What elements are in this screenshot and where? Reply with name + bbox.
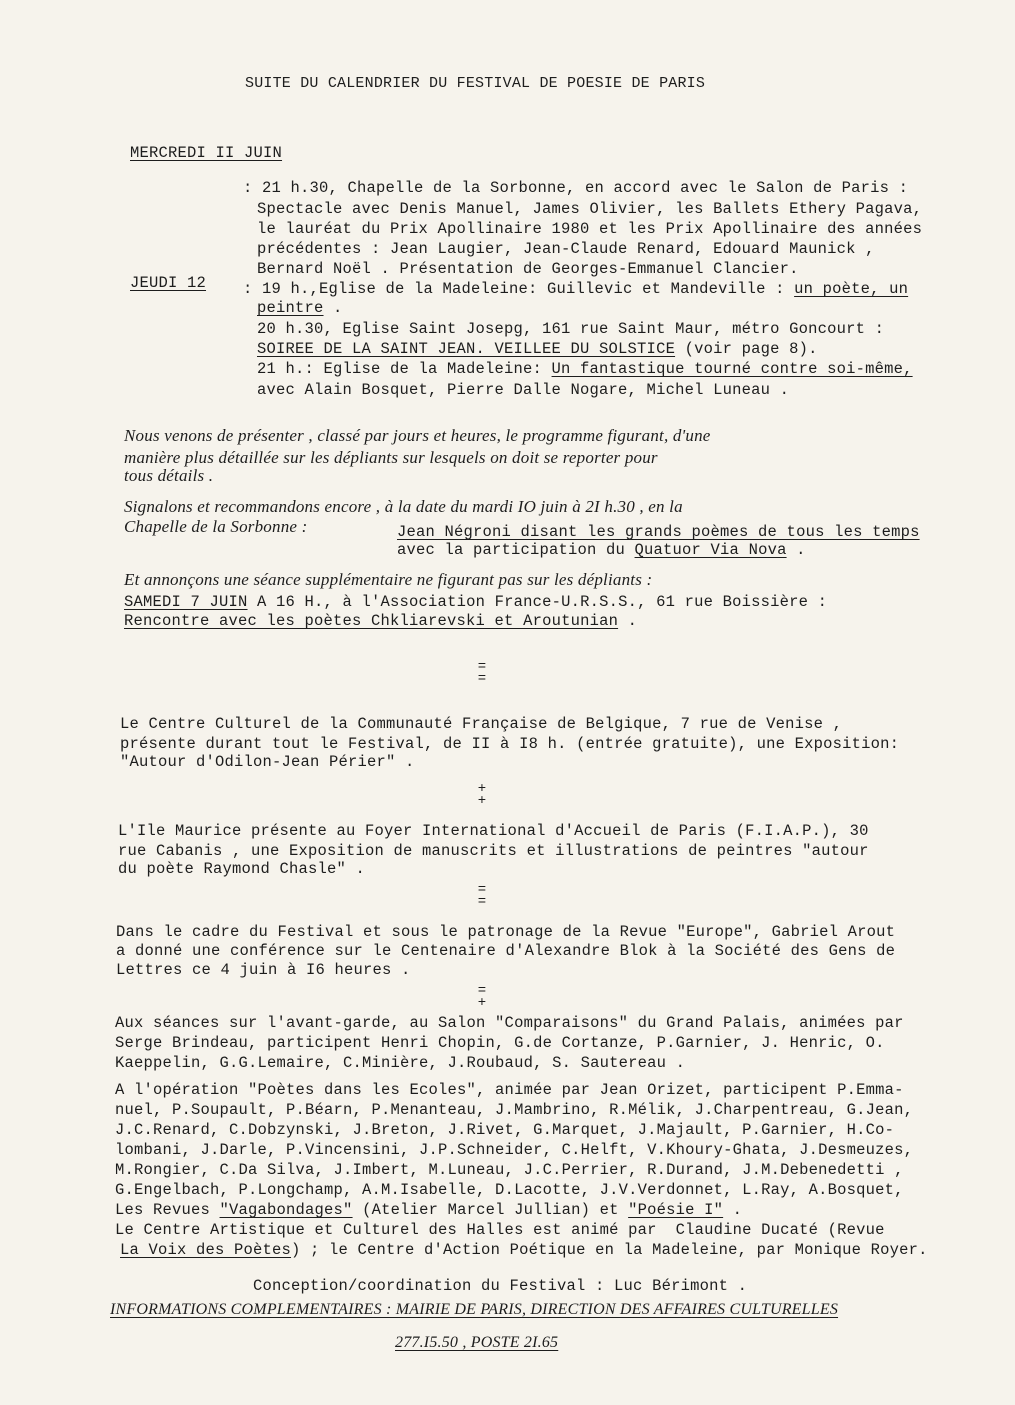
extra-line-2 — [124, 592, 827, 612]
thursday-line-6: avec Alain Bosquet, Pierre Dalle Nogare, Michel Luneau . — [257, 381, 790, 399]
separator-4-bottom: + — [477, 995, 487, 1011]
separator-1-bottom: = — [477, 671, 487, 687]
extra-line-3 — [124, 611, 637, 631]
recommend-line-3-underlined: Quatuor Via Nova — [634, 541, 787, 559]
revues-text-1: Les Revues — [115, 1201, 220, 1219]
separator-2-bottom: + — [477, 793, 487, 809]
maurice-line-1: L'Ile Maurice présente au Foyer International d'Accueil de Paris (F.I.A.P.), 30 — [118, 822, 869, 840]
ecoles-line-4: lombani, J.Darle, P.Vincensini, J.P.Schneider, C.Helft, V.Khoury-Ghata, J.Desmeuzes, — [115, 1141, 914, 1159]
thursday-line-5 — [257, 359, 913, 379]
separator-4-top: = — [477, 983, 487, 999]
conception-line: Conception/coordination du Festival : Luc Bérimont . — [253, 1277, 748, 1295]
europe-line-1: Dans le cadre du Festival et sous le patronage de la Revue "Europe", Gabriel Arout — [116, 923, 896, 941]
ecoles-voix-text: ) ; le Centre d'Action Poétique en la Madeleine, par Monique Royer. — [291, 1241, 928, 1259]
wednesday-line-2: Spectacle avec Denis Manuel, James Olivier, les Ballets Ethery Pagava, — [257, 200, 923, 218]
recommend-line-3-post: . — [786, 541, 806, 559]
extra-line-2-underlined: SAMEDI 7 JUIN — [124, 593, 248, 611]
ecoles-line-2: nuel, P.Soupault, P.Béarn, P.Menanteau, J.Mambrino, R.Mélik, J.Charpentreau, G.Jean, — [115, 1101, 914, 1119]
extra-line-2-text: A 16 H., à l'Association France-U.R.S.S., 61 rue Boissière : — [247, 593, 828, 611]
thursday-line-2-text: . — [323, 299, 343, 317]
notice-line-3: tous détails . — [124, 466, 214, 485]
thursday-line-5-text: 21 h.: Eglise de la Madeleine: — [257, 360, 552, 378]
separator-1-top: = — [477, 659, 487, 675]
ecoles-line-3: J.C.Renard, C.Dobzynski, J.Breton, J.Rivet, G.Marquet, J.Majault, P.Garnier, H.Co- — [115, 1121, 895, 1139]
thursday-line-2-underlined: peintre — [257, 299, 324, 317]
thursday-line-4-text: (voir page 8). — [675, 340, 818, 358]
phone-line: 277.I5.50 , POSTE 2I.65 — [395, 1334, 559, 1351]
ecoles-line-5: M.Rongier, C.Da Silva, J.Imbert, M.Luneau, J.C.Perrier, R.Durand, J.M.Debenedetti , — [115, 1161, 904, 1179]
recommend-line-3 — [397, 540, 806, 560]
separator-1 — [462, 661, 502, 685]
page-title: SUITE DU CALENDRIER DU FESTIVAL DE POESIE DE PARIS — [245, 75, 706, 92]
wednesday-line-1: : 21 h.30, Chapelle de la Sorbonne, en accord avec le Salon de Paris : — [243, 179, 909, 197]
day-heading-wednesday: MERCREDI II JUIN — [130, 144, 283, 162]
separator-3-bottom: = — [477, 894, 487, 910]
info-line: INFORMATIONS COMPLEMENTAIRES : MAIRIE DE PARIS, DIRECTION DES AFFAIRES CULTURELLES — [110, 1301, 839, 1318]
day-heading-thursday: JEUDI 12 — [130, 274, 207, 292]
ecoles-halles-line: Le Centre Artistique et Culturel des Halles est animé par Claudine Ducaté (Revue — [115, 1221, 885, 1239]
extra-line-3-underlined: Rencontre avec les poètes Chkliarevski et Aroutunian — [124, 612, 619, 630]
revue-voix-des-poetes: La Voix des Poètes — [120, 1241, 292, 1259]
revues-vagabondages: "Vagabondages" — [219, 1201, 353, 1219]
wednesday-line-4: précédentes : Jean Laugier, Jean-Claude Renard, Edouard Maunick , — [257, 240, 875, 258]
separator-2 — [462, 783, 502, 807]
recommend-line-1: Signalons et recommandons encore , à la date du mardi IO juin à 2I h.30 , en la — [124, 497, 683, 516]
revues-text-3: . — [723, 1201, 743, 1219]
avantgarde-line-1: Aux séances sur l'avant-garde, au Salon "Comparaisons" du Grand Palais, animées par — [115, 1014, 904, 1032]
avantgarde-line-3: Kaeppelin, G.G.Lemaire, C.Minière, J.Roubaud, S. Sautereau . — [115, 1054, 686, 1072]
recommend-line-2: Chapelle de la Sorbonne : — [124, 517, 308, 536]
revues-poesie: "Poésie I" — [628, 1201, 724, 1219]
ecoles-voix-line — [120, 1240, 928, 1260]
ecoles-line-1: A l'opération "Poètes dans les Ecoles", animée par Jean Orizet, participent P.Emma- — [115, 1081, 904, 1099]
wednesday-line-3: le lauréat du Prix Apollinaire 1980 et les Prix Apollinaire des années — [257, 220, 923, 238]
recommend-line-2-underlined: Jean Négroni disant les grands poèmes de tous les temps — [397, 523, 920, 541]
europe-line-2: a donné une conférence sur le Centenaire d'Alexandre Blok à la Société des Gens de — [116, 942, 896, 960]
maurice-line-2: rue Cabanis , une Exposition de manuscrits et illustrations de peintres "autour — [118, 842, 869, 860]
belgique-line-1: Le Centre Culturel de la Communauté Française de Belgique, 7 rue de Venise , — [120, 715, 843, 733]
ecoles-revues-line — [115, 1200, 742, 1220]
thursday-line-4 — [257, 339, 818, 359]
separator-3 — [462, 884, 502, 908]
thursday-line-4-underlined: SOIREE DE LA SAINT JEAN. VEILLEE DU SOLSTICE — [257, 340, 676, 358]
thursday-line-1-underlined: un poète, un — [794, 280, 909, 298]
europe-line-3: Lettres ce 4 juin à I6 heures . — [116, 961, 411, 979]
extra-line-3-text: . — [618, 612, 638, 630]
extra-line-1: Et annonçons une séance supplémentaire ne figurant pas sur les dépliants : — [124, 570, 653, 589]
thursday-line-3: 20 h.30, Eglise Saint Josepg, 161 rue Saint Maur, métro Goncourt : — [257, 320, 885, 338]
thursday-line-2 — [257, 298, 343, 318]
recommend-line-3-text: avec la participation du — [397, 541, 635, 559]
maurice-line-3: du poète Raymond Chasle" . — [118, 860, 366, 878]
avantgarde-line-2: Serge Brindeau, participent Henri Chopin, G.de Cortanze, P.Garnier, J. Henric, O. — [115, 1034, 885, 1052]
separator-4 — [462, 985, 502, 1009]
thursday-line-1-text: : 19 h.,Eglise de la Madeleine: Guillevic et Mandeville : — [243, 280, 795, 298]
separator-2-top: + — [477, 781, 487, 797]
notice-line-2: manière plus détaillée sur les dépliants sur lesquels on doit se reporter pour — [124, 448, 658, 467]
separator-3-top: = — [477, 882, 487, 898]
revues-text-2: (Atelier Marcel Jullian) et — [352, 1201, 629, 1219]
notice-line-1: Nous venons de présenter , classé par jours et heures, le programme figurant, d'une — [124, 426, 711, 445]
thursday-line-5-underlined: Un fantastique tourné contre soi-même, — [551, 360, 913, 378]
belgique-line-2: présente durant tout le Festival, de II à I8 h. (entrée gratuite), une Exposition: — [120, 735, 900, 753]
thursday-line-1 — [243, 279, 908, 299]
ecoles-line-6: G.Engelbach, P.Longchamp, A.M.Isabelle, D.Lacotte, J.V.Verdonnet, L.Ray, A.Bosquet, — [115, 1181, 904, 1199]
wednesday-line-5: Bernard Noël . Présentation de Georges-Emmanuel Clancier. — [257, 260, 799, 278]
belgique-line-3: "Autour d'Odilon-Jean Périer" . — [120, 753, 415, 771]
